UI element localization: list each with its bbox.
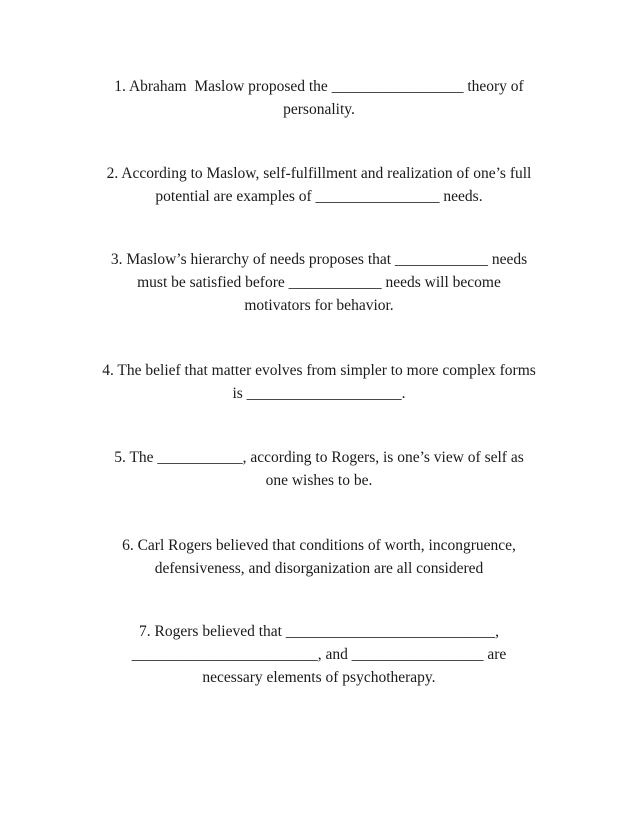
question-6-line-1: 6. Carl Rogers believed that conditions of worth, incongruence, (122, 537, 516, 554)
question-7-line-3: necessary elements of psychotherapy. (202, 669, 436, 686)
question-5-line-1: 5. The ___________, according to Rogers, is one’s view of self as (114, 449, 524, 466)
question-6-line-2: defensiveness, and disorganization are all considered (154, 560, 484, 577)
question-7 (0, 620, 638, 689)
question-2 (0, 162, 638, 208)
question-1-line-1: 1. Abraham Maslow proposed the _________________ theory of (114, 78, 524, 95)
question-5-line-2: one wishes to be. (265, 472, 373, 489)
question-3-line-2: must be satisfied before ____________ needs will become (137, 274, 501, 291)
question-4-line-1: 4. The belief that matter evolves from simpler to more complex forms (102, 362, 536, 379)
question-4-line-2: is ____________________. (232, 385, 406, 402)
question-1 (0, 75, 638, 121)
question-2-line-1: 2. According to Maslow, self-fulfillment and realization of one’s full (106, 165, 532, 182)
question-3-line-3: motivators for behavior. (244, 297, 394, 314)
question-1-line-2: personality. (283, 101, 355, 118)
question-6 (0, 534, 638, 580)
question-7-line-1: 7. Rogers believed that ___________________________, (139, 623, 499, 640)
question-5 (0, 446, 638, 492)
question-2-line-2: potential are examples of ________________ needs. (155, 188, 483, 205)
question-7-line-2: ________________________, and _________________ are (131, 646, 507, 663)
question-4 (0, 359, 638, 405)
question-3 (0, 248, 638, 317)
question-3-line-1: 3. Maslow’s hierarchy of needs proposes that ____________ needs (110, 251, 528, 268)
